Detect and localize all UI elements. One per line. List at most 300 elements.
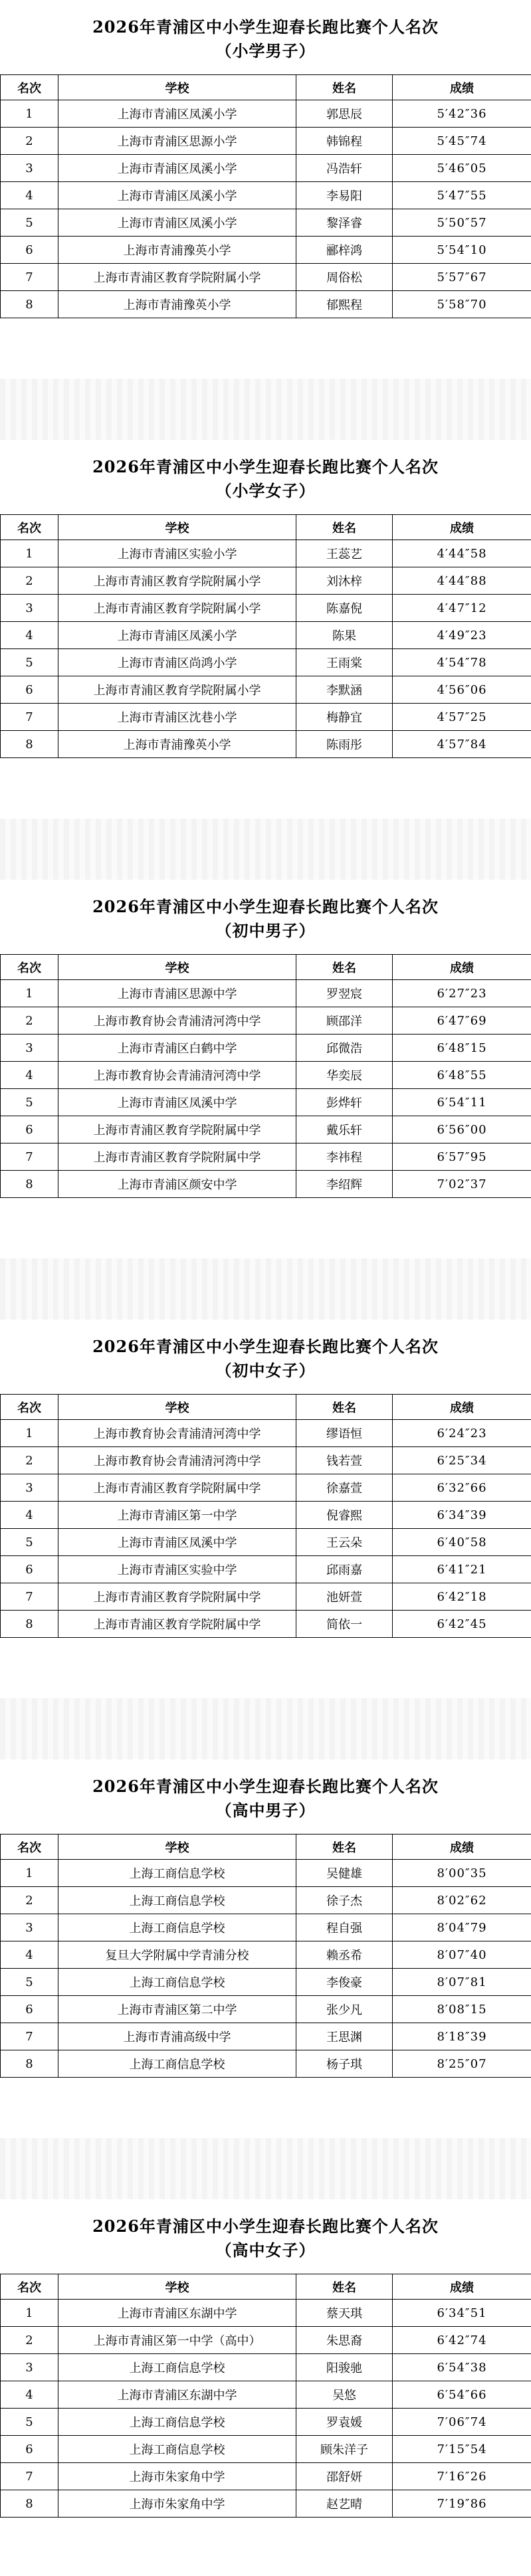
rank-cell: 7 bbox=[1, 704, 58, 731]
section-heading bbox=[0, 1759, 531, 1834]
name-cell: 罗袁媛 bbox=[296, 2409, 393, 2436]
table-row bbox=[1, 1143, 531, 1171]
header-name: 姓名 bbox=[296, 955, 393, 980]
time-cell: 6′56″00 bbox=[393, 1116, 531, 1143]
table-row bbox=[1, 1887, 531, 1914]
name-cell: 陈雨彤 bbox=[296, 731, 393, 758]
school-cell: 上海市青浦区思源中学 bbox=[58, 980, 296, 1007]
results-table bbox=[0, 1394, 531, 1638]
header-time: 成绩 bbox=[393, 515, 531, 540]
table-row bbox=[1, 595, 531, 622]
table-row bbox=[1, 2436, 531, 2463]
name-cell: 徐嘉萱 bbox=[296, 1474, 393, 1502]
rank-cell: 6 bbox=[1, 1996, 58, 2023]
time-cell: 6′48″15 bbox=[393, 1035, 531, 1062]
table-row bbox=[1, 1474, 531, 1502]
time-cell: 6′24″23 bbox=[393, 1420, 531, 1447]
result-section bbox=[0, 1320, 531, 1698]
school-cell: 上海市教育协会青浦清河湾中学 bbox=[58, 1447, 296, 1474]
rank-cell: 7 bbox=[1, 2463, 58, 2490]
results-table bbox=[0, 74, 531, 318]
header-rank: 名次 bbox=[1, 2274, 58, 2300]
section-heading bbox=[0, 440, 531, 514]
section-title: 2026年青浦区中小学生迎春长跑比赛个人名次 bbox=[0, 897, 531, 917]
rank-cell: 4 bbox=[1, 1062, 58, 1089]
table-row bbox=[1, 1860, 531, 1887]
name-cell: 邱微浩 bbox=[296, 1035, 393, 1062]
table-row bbox=[1, 1035, 531, 1062]
name-cell: 程自强 bbox=[296, 1914, 393, 1941]
school-cell: 上海市青浦高级中学 bbox=[58, 2023, 296, 2050]
table-row bbox=[1, 2409, 531, 2436]
table-header-row bbox=[1, 2274, 531, 2300]
time-cell: 5′45″74 bbox=[393, 128, 531, 155]
header-rank: 名次 bbox=[1, 75, 58, 100]
name-cell: 王思渊 bbox=[296, 2023, 393, 2050]
table-row bbox=[1, 1914, 531, 1941]
name-cell: 倪睿熙 bbox=[296, 1502, 393, 1529]
name-cell: 黎泽睿 bbox=[296, 209, 393, 237]
header-school: 学校 bbox=[58, 1395, 296, 1420]
rank-cell: 1 bbox=[1, 100, 58, 128]
name-cell: 赵艺晴 bbox=[296, 2490, 393, 2518]
name-cell: 刘沐梓 bbox=[296, 567, 393, 595]
rank-cell: 5 bbox=[1, 209, 58, 237]
time-cell: 7′19″86 bbox=[393, 2490, 531, 2518]
time-cell: 7′06″74 bbox=[393, 2409, 531, 2436]
school-cell: 上海市青浦区凤溪中学 bbox=[58, 1089, 296, 1116]
time-cell: 5′42″36 bbox=[393, 100, 531, 128]
name-cell: 顾朱洋子 bbox=[296, 2436, 393, 2463]
table-row bbox=[1, 540, 531, 567]
table-row bbox=[1, 182, 531, 209]
name-cell: 李俊豪 bbox=[296, 1969, 393, 1996]
school-cell: 上海市青浦区教育学院附属中学 bbox=[58, 1583, 296, 1611]
school-cell: 上海市朱家角中学 bbox=[58, 2463, 296, 2490]
result-section bbox=[0, 440, 531, 819]
rank-cell: 2 bbox=[1, 567, 58, 595]
results-table bbox=[0, 954, 531, 1198]
school-cell: 上海市青浦区教育学院附属中学 bbox=[58, 1611, 296, 1638]
time-cell: 4′56″06 bbox=[393, 676, 531, 704]
section-subtitle: （小学女子） bbox=[0, 481, 531, 501]
header-school: 学校 bbox=[58, 75, 296, 100]
name-cell: 池妍萱 bbox=[296, 1583, 393, 1611]
school-cell: 上海市青浦区尚鸿小学 bbox=[58, 649, 296, 676]
table-row bbox=[1, 1502, 531, 1529]
header-name: 姓名 bbox=[296, 1395, 393, 1420]
time-cell: 8′00″35 bbox=[393, 1860, 531, 1887]
header-time: 成绩 bbox=[393, 2274, 531, 2300]
table-row bbox=[1, 676, 531, 704]
time-cell: 6′25″34 bbox=[393, 1447, 531, 1474]
section-separator bbox=[0, 819, 531, 880]
rank-cell: 2 bbox=[1, 2327, 58, 2354]
school-cell: 上海工商信息学校 bbox=[58, 2436, 296, 2463]
school-cell: 上海工商信息学校 bbox=[58, 2050, 296, 2078]
time-cell: 7′15″54 bbox=[393, 2436, 531, 2463]
school-cell: 上海市青浦豫英小学 bbox=[58, 291, 296, 318]
table-row bbox=[1, 100, 531, 128]
rank-cell: 8 bbox=[1, 1611, 58, 1638]
name-cell: 王雨棠 bbox=[296, 649, 393, 676]
school-cell: 上海工商信息学校 bbox=[58, 1969, 296, 1996]
section-subtitle: （初中男子） bbox=[0, 921, 531, 941]
name-cell: 梅静宜 bbox=[296, 704, 393, 731]
table-row bbox=[1, 2300, 531, 2327]
school-cell: 上海市教育协会青浦清河湾中学 bbox=[58, 1420, 296, 1447]
results-table bbox=[0, 514, 531, 758]
table-row bbox=[1, 1171, 531, 1198]
school-cell: 上海市青浦区第二中学 bbox=[58, 1996, 296, 2023]
name-cell: 顾邵洋 bbox=[296, 1007, 393, 1035]
rank-cell: 2 bbox=[1, 1447, 58, 1474]
school-cell: 上海市朱家角中学 bbox=[58, 2490, 296, 2518]
header-rank: 名次 bbox=[1, 1834, 58, 1860]
school-cell: 上海市教育协会青浦清河湾中学 bbox=[58, 1062, 296, 1089]
school-cell: 上海市青浦区教育学院附属中学 bbox=[58, 1474, 296, 1502]
section-title: 2026年青浦区中小学生迎春长跑比赛个人名次 bbox=[0, 1337, 531, 1357]
rank-cell: 3 bbox=[1, 1474, 58, 1502]
rank-cell: 5 bbox=[1, 649, 58, 676]
name-cell: 郭思辰 bbox=[296, 100, 393, 128]
header-school: 学校 bbox=[58, 515, 296, 540]
section-separator bbox=[0, 1698, 531, 1759]
name-cell: 阳骏驰 bbox=[296, 2354, 393, 2381]
rank-cell: 2 bbox=[1, 128, 58, 155]
name-cell: 罗翌宸 bbox=[296, 980, 393, 1007]
table-row bbox=[1, 155, 531, 182]
time-cell: 6′42″45 bbox=[393, 1611, 531, 1638]
name-cell: 李绍辉 bbox=[296, 1171, 393, 1198]
table-row bbox=[1, 209, 531, 237]
time-cell: 8′08″15 bbox=[393, 1996, 531, 2023]
section-heading bbox=[0, 880, 531, 954]
rank-cell: 4 bbox=[1, 2381, 58, 2409]
school-cell: 上海市教育协会青浦清河湾中学 bbox=[58, 1007, 296, 1035]
table-row bbox=[1, 2490, 531, 2518]
table-row bbox=[1, 1447, 531, 1474]
rank-cell: 1 bbox=[1, 980, 58, 1007]
header-time: 成绩 bbox=[393, 1395, 531, 1420]
time-cell: 6′42″18 bbox=[393, 1583, 531, 1611]
time-cell: 4′57″84 bbox=[393, 731, 531, 758]
header-school: 学校 bbox=[58, 955, 296, 980]
rank-cell: 5 bbox=[1, 1089, 58, 1116]
table-row bbox=[1, 1062, 531, 1089]
name-cell: 陈果 bbox=[296, 622, 393, 649]
rank-cell: 6 bbox=[1, 676, 58, 704]
header-rank: 名次 bbox=[1, 515, 58, 540]
rank-cell: 1 bbox=[1, 540, 58, 567]
name-cell: 蔡天琪 bbox=[296, 2300, 393, 2327]
rank-cell: 8 bbox=[1, 2490, 58, 2518]
result-section bbox=[0, 2199, 531, 2576]
rank-cell: 5 bbox=[1, 1529, 58, 1556]
time-cell: 7′02″37 bbox=[393, 1171, 531, 1198]
school-cell: 上海市青浦区凤溪小学 bbox=[58, 155, 296, 182]
table-row bbox=[1, 649, 531, 676]
school-cell: 上海市青浦区凤溪小学 bbox=[58, 182, 296, 209]
name-cell: 李默涵 bbox=[296, 676, 393, 704]
section-separator bbox=[0, 379, 531, 440]
time-cell: 6′32″66 bbox=[393, 1474, 531, 1502]
table-row bbox=[1, 1089, 531, 1116]
rank-cell: 3 bbox=[1, 595, 58, 622]
name-cell: 周俗松 bbox=[296, 264, 393, 291]
name-cell: 杨子琪 bbox=[296, 2050, 393, 2078]
school-cell: 上海市青浦区教育学院附属小学 bbox=[58, 567, 296, 595]
table-row bbox=[1, 704, 531, 731]
name-cell: 邵舒妍 bbox=[296, 2463, 393, 2490]
rank-cell: 7 bbox=[1, 2023, 58, 2050]
name-cell: 徐子杰 bbox=[296, 1887, 393, 1914]
rank-cell: 1 bbox=[1, 2300, 58, 2327]
school-cell: 上海市青浦区凤溪小学 bbox=[58, 622, 296, 649]
table-row bbox=[1, 2023, 531, 2050]
time-cell: 5′47″55 bbox=[393, 182, 531, 209]
rank-cell: 2 bbox=[1, 1887, 58, 1914]
time-cell: 4′44″88 bbox=[393, 567, 531, 595]
header-time: 成绩 bbox=[393, 75, 531, 100]
table-row bbox=[1, 731, 531, 758]
header-rank: 名次 bbox=[1, 955, 58, 980]
result-section bbox=[0, 0, 531, 379]
header-school: 学校 bbox=[58, 1834, 296, 1860]
table-header-row bbox=[1, 1834, 531, 1860]
name-cell: 吴悠 bbox=[296, 2381, 393, 2409]
name-cell: 赖丞希 bbox=[296, 1941, 393, 1969]
time-cell: 6′54″38 bbox=[393, 2354, 531, 2381]
table-row bbox=[1, 980, 531, 1007]
rank-cell: 4 bbox=[1, 1941, 58, 1969]
table-header-row bbox=[1, 1395, 531, 1420]
school-cell: 上海工商信息学校 bbox=[58, 2409, 296, 2436]
name-cell: 华奕辰 bbox=[296, 1062, 393, 1089]
school-cell: 上海工商信息学校 bbox=[58, 1887, 296, 1914]
section-subtitle: （初中女子） bbox=[0, 1361, 531, 1381]
school-cell: 上海市青浦区凤溪中学 bbox=[58, 1529, 296, 1556]
table-row bbox=[1, 2327, 531, 2354]
table-row bbox=[1, 622, 531, 649]
school-cell: 上海市青浦区沈巷小学 bbox=[58, 704, 296, 731]
time-cell: 6′27″23 bbox=[393, 980, 531, 1007]
rank-cell: 3 bbox=[1, 1914, 58, 1941]
table-row bbox=[1, 1941, 531, 1969]
name-cell: 王云朵 bbox=[296, 1529, 393, 1556]
school-cell: 复旦大学附属中学青浦分校 bbox=[58, 1941, 296, 1969]
rank-cell: 3 bbox=[1, 2354, 58, 2381]
table-row bbox=[1, 128, 531, 155]
time-cell: 8′18″39 bbox=[393, 2023, 531, 2050]
table-row bbox=[1, 2050, 531, 2078]
table-header-row bbox=[1, 75, 531, 100]
rank-cell: 3 bbox=[1, 155, 58, 182]
rank-cell: 8 bbox=[1, 1171, 58, 1198]
rank-cell: 8 bbox=[1, 731, 58, 758]
rank-cell: 8 bbox=[1, 291, 58, 318]
name-cell: 邱雨嘉 bbox=[296, 1556, 393, 1583]
school-cell: 上海市青浦区东湖中学 bbox=[58, 2300, 296, 2327]
time-cell: 5′46″05 bbox=[393, 155, 531, 182]
table-row bbox=[1, 1529, 531, 1556]
time-cell: 4′44″58 bbox=[393, 540, 531, 567]
time-cell: 6′41″21 bbox=[393, 1556, 531, 1583]
table-row bbox=[1, 567, 531, 595]
name-cell: 朱思裔 bbox=[296, 2327, 393, 2354]
time-cell: 6′48″55 bbox=[393, 1062, 531, 1089]
name-cell: 郁熙程 bbox=[296, 291, 393, 318]
table-row bbox=[1, 1420, 531, 1447]
rank-cell: 6 bbox=[1, 1556, 58, 1583]
rank-cell: 5 bbox=[1, 2409, 58, 2436]
rank-cell: 1 bbox=[1, 1420, 58, 1447]
header-name: 姓名 bbox=[296, 75, 393, 100]
time-cell: 6′34″39 bbox=[393, 1502, 531, 1529]
school-cell: 上海市青浦区实验小学 bbox=[58, 540, 296, 567]
section-title: 2026年青浦区中小学生迎春长跑比赛个人名次 bbox=[0, 2217, 531, 2236]
table-row bbox=[1, 1969, 531, 1996]
name-cell: 彭烨轩 bbox=[296, 1089, 393, 1116]
name-cell: 张少凡 bbox=[296, 1996, 393, 2023]
section-title: 2026年青浦区中小学生迎春长跑比赛个人名次 bbox=[0, 1777, 531, 1797]
header-rank: 名次 bbox=[1, 1395, 58, 1420]
table-header-row bbox=[1, 955, 531, 980]
school-cell: 上海市青浦豫英小学 bbox=[58, 731, 296, 758]
rank-cell: 6 bbox=[1, 2436, 58, 2463]
school-cell: 上海市青浦区凤溪小学 bbox=[58, 209, 296, 237]
results-table bbox=[0, 2274, 531, 2518]
result-section bbox=[0, 880, 531, 1258]
table-row bbox=[1, 2463, 531, 2490]
section-subtitle: （小学男子） bbox=[0, 41, 531, 61]
school-cell: 上海市青浦区东湖中学 bbox=[58, 2381, 296, 2409]
rank-cell: 4 bbox=[1, 1502, 58, 1529]
school-cell: 上海工商信息学校 bbox=[58, 1860, 296, 1887]
school-cell: 上海市青浦区第一中学（高中） bbox=[58, 2327, 296, 2354]
name-cell: 李易阳 bbox=[296, 182, 393, 209]
time-cell: 8′02″62 bbox=[393, 1887, 531, 1914]
table-row bbox=[1, 291, 531, 318]
school-cell: 上海市青浦区实验中学 bbox=[58, 1556, 296, 1583]
table-row bbox=[1, 264, 531, 291]
time-cell: 5′50″57 bbox=[393, 209, 531, 237]
school-cell: 上海工商信息学校 bbox=[58, 1914, 296, 1941]
name-cell: 陈嘉倪 bbox=[296, 595, 393, 622]
school-cell: 上海市青浦区思源小学 bbox=[58, 128, 296, 155]
time-cell: 4′47″12 bbox=[393, 595, 531, 622]
table-row bbox=[1, 1116, 531, 1143]
table-header-row bbox=[1, 515, 531, 540]
header-time: 成绩 bbox=[393, 1834, 531, 1860]
time-cell: 6′57″95 bbox=[393, 1143, 531, 1171]
name-cell: 吴健雄 bbox=[296, 1860, 393, 1887]
header-name: 姓名 bbox=[296, 1834, 393, 1860]
table-row bbox=[1, 2381, 531, 2409]
name-cell: 王蕊艺 bbox=[296, 540, 393, 567]
school-cell: 上海市青浦区白鹤中学 bbox=[58, 1035, 296, 1062]
name-cell: 李祎程 bbox=[296, 1143, 393, 1171]
time-cell: 6′40″58 bbox=[393, 1529, 531, 1556]
results-table bbox=[0, 1834, 531, 2078]
rank-cell: 6 bbox=[1, 237, 58, 264]
rank-cell: 7 bbox=[1, 1583, 58, 1611]
table-row bbox=[1, 1007, 531, 1035]
result-section bbox=[0, 1759, 531, 2138]
rank-cell: 8 bbox=[1, 2050, 58, 2078]
time-cell: 8′25″07 bbox=[393, 2050, 531, 2078]
header-name: 姓名 bbox=[296, 2274, 393, 2300]
school-cell: 上海市青浦区教育学院附属小学 bbox=[58, 595, 296, 622]
school-cell: 上海市青浦区教育学院附属小学 bbox=[58, 676, 296, 704]
rank-cell: 7 bbox=[1, 264, 58, 291]
section-subtitle: （高中女子） bbox=[0, 2240, 531, 2260]
name-cell: 郦梓鸿 bbox=[296, 237, 393, 264]
section-heading bbox=[0, 0, 531, 74]
time-cell: 8′07″81 bbox=[393, 1969, 531, 1996]
section-heading bbox=[0, 1320, 531, 1394]
header-time: 成绩 bbox=[393, 955, 531, 980]
rank-cell: 2 bbox=[1, 1007, 58, 1035]
time-cell: 8′04″79 bbox=[393, 1914, 531, 1941]
school-cell: 上海市青浦区教育学院附属中学 bbox=[58, 1116, 296, 1143]
time-cell: 8′07″40 bbox=[393, 1941, 531, 1969]
table-row bbox=[1, 237, 531, 264]
name-cell: 钱若萱 bbox=[296, 1447, 393, 1474]
table-row bbox=[1, 1611, 531, 1638]
section-subtitle: （高中男子） bbox=[0, 1801, 531, 1821]
time-cell: 5′58″70 bbox=[393, 291, 531, 318]
name-cell: 缪语恒 bbox=[296, 1420, 393, 1447]
time-cell: 6′54″11 bbox=[393, 1089, 531, 1116]
time-cell: 4′57″25 bbox=[393, 704, 531, 731]
section-separator bbox=[0, 2138, 531, 2199]
time-cell: 6′54″66 bbox=[393, 2381, 531, 2409]
school-cell: 上海市青浦豫英小学 bbox=[58, 237, 296, 264]
school-cell: 上海市青浦区第一中学 bbox=[58, 1502, 296, 1529]
time-cell: 7′16″26 bbox=[393, 2463, 531, 2490]
name-cell: 冯浩轩 bbox=[296, 155, 393, 182]
table-row bbox=[1, 2354, 531, 2381]
table-row bbox=[1, 1996, 531, 2023]
rank-cell: 1 bbox=[1, 1860, 58, 1887]
section-title: 2026年青浦区中小学生迎春长跑比赛个人名次 bbox=[0, 17, 531, 37]
rank-cell: 4 bbox=[1, 622, 58, 649]
school-cell: 上海工商信息学校 bbox=[58, 2354, 296, 2381]
time-cell: 5′54″10 bbox=[393, 237, 531, 264]
section-heading bbox=[0, 2199, 531, 2274]
table-row bbox=[1, 1583, 531, 1611]
time-cell: 6′47″69 bbox=[393, 1007, 531, 1035]
rank-cell: 7 bbox=[1, 1143, 58, 1171]
section-title: 2026年青浦区中小学生迎春长跑比赛个人名次 bbox=[0, 457, 531, 477]
school-cell: 上海市青浦区教育学院附属中学 bbox=[58, 1143, 296, 1171]
time-cell: 4′49″23 bbox=[393, 622, 531, 649]
header-school: 学校 bbox=[58, 2274, 296, 2300]
header-name: 姓名 bbox=[296, 515, 393, 540]
rank-cell: 4 bbox=[1, 182, 58, 209]
school-cell: 上海市青浦区颜安中学 bbox=[58, 1171, 296, 1198]
time-cell: 6′42″74 bbox=[393, 2327, 531, 2354]
name-cell: 韩锦程 bbox=[296, 128, 393, 155]
school-cell: 上海市青浦区教育学院附属小学 bbox=[58, 264, 296, 291]
time-cell: 4′54″78 bbox=[393, 649, 531, 676]
rank-cell: 6 bbox=[1, 1116, 58, 1143]
section-separator bbox=[0, 1258, 531, 1320]
table-row bbox=[1, 1556, 531, 1583]
rank-cell: 3 bbox=[1, 1035, 58, 1062]
rank-cell: 5 bbox=[1, 1969, 58, 1996]
